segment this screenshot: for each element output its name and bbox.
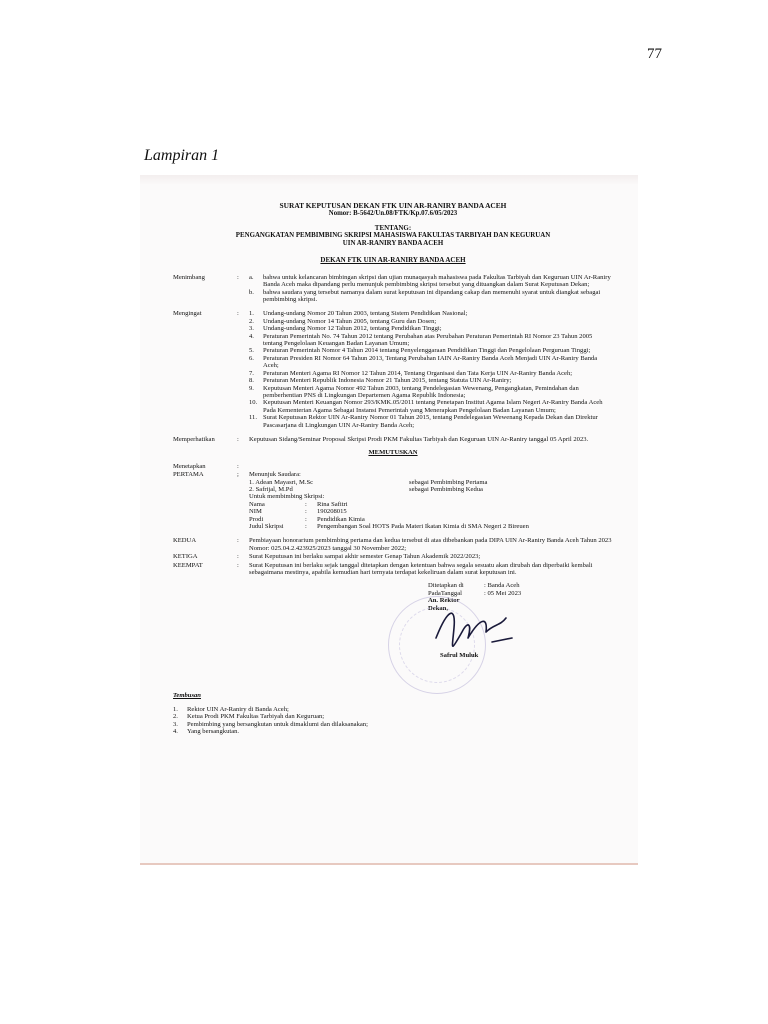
page-number: 77 [647, 46, 662, 62]
memperhatikan-section: Memperhatikan : Keputusan Sidang/Seminar Proposal Skripsi Prodi PKM Fakultas Tarbiyah dan Keguruan UIN Ar-Raniry tanggal 05 April 2023. [173, 436, 613, 443]
pertama-label: PERTAMA [173, 471, 204, 479]
decree-issuer: DEKAN FTK UIN AR-RANIRY BANDA ACEH [320, 256, 466, 265]
dekan-label: Dekan, [428, 604, 448, 612]
menimbang-section: Menimbang : a. bahwa untuk kelancaran bimbingan skripsi dan ujian munaqasyah mahasiswa pada Fakultas Tarbiyah dan Keguruan UIN Ar-Raniry Banda Aceh maka dipandang perlu menunjuk pembimbing skripsi tersebut yang dituangkan dalam Surat Keputusan Dekan; b. bahwa saudara yang tersebut namanya dalam surat keputusan ini dipandang cakap dan memenuhi syarat untuk diangkat sebagai pembimbing skripsi. [173, 274, 613, 304]
pembimbing-row: 1. Adean Mayasri, M.Sc sebagai Pembimbing Pertama [249, 478, 488, 486]
mengingat-section: Mengingat : 1. Undang-undang Nomor 20 Tahun 2003, tentang Sistem Pendidikan Nasional; 2. Undang-undang Nomor 14 Tahun 2005, tentang Guru dan Dosen; 3. Undang-undang Nomor 12 Tahun 2012, tentang Pendidikan Tinggi; 4. Peraturan Pemerintah No. 74 Tahun 2012 tentang Perubahan atas Perubahan Peraturan Pemerintah RI Nomor 23 Tahun 2005 tentang Pengelolaan Keuangan Badan Layanan Umum; 5. Peraturan Pemerintah Nomor 4 Tahun 2014 tentang Penyelenggaraan Pendidikan Tinggi dan Pengelolaan Perguruan Tinggi; 6. Peraturan Presiden RI Nomor 64 Tahun 2013, Tentang Perubahan IAIN Ar-Raniry Banda Aceh Menjadi UIN Ar-Raniry Banda Aceh; 7. Peraturan Menteri Agama RI Nomor 12 Tahun 2014, Tentang Organisasi dan Tata Kerja UIN Ar-Raniry Banda Aceh; 8. Peraturan Menteri Republik Indonesia Nomor 21 Tahun 2015, tentang Statuta UIN Ar-Raniry; 9. Keputusan Menteri Agama Nomor 492 Tahun 2003, tentang Pendelegasian Wewenang, Pengangkatan, Pemindahan dan pemberhentian PNS di Lingkungan Departemen Agama Republik Indonesia; 10. Keputusan Menteri Keuangan Nomor 293/KMK.05/2011 tentang Penetapan Institut Agama Islam Negeri Ar-Raniry Banda Aceh Pada Kementerian Agama Sebagai Instansi Pemerintah yang Menerapkan Pengelolaan Badan Layanan Umum; 11. Surat Keputusan Rektor UIN Ar-Raniry Nomor 01 Tahun 2015, tentang Pendelegasian Wewenang Kepada Dekan dan Direktur Pascasarjana di Lingkungan UIN Ar-Raniry Banda Aceh; [173, 310, 613, 429]
ketiga-section: KETIGA : Surat Keputusan ini berlaku sampai akhir semester Genap Tahun Akademik 2022/2023; [173, 553, 613, 560]
list-item: 3. Undang-undang Nomor 12 Tahun 2012, tentang Pendidikan Tinggi; [249, 325, 442, 333]
list-item: a. bahwa untuk kelancaran bimbingan skripsi dan ujian munaqasyah mahasiswa pada Fakultas Tarbiyah dan Keguruan UIN Ar-Raniry Banda Aceh maka dipandang perlu menunjuk pembimbing skripsi tersebut yang dituangkan dalam Surat Keputusan Dekan; [249, 273, 611, 289]
ketiga-label: KETIGA [173, 553, 198, 561]
list-item: 6. Peraturan Presiden RI Nomor 64 Tahun 2013, Tentang Perubahan IAIN Ar-Raniry Banda Aceh Menjadi UIN Ar-Raniry Banda Aceh; [249, 354, 598, 370]
decree-tentang: TENTANG: [374, 224, 412, 233]
list-item: 4. Peraturan Pemerintah No. 74 Tahun 2012 tentang Perubahan atas Perubahan Peraturan Pemerintah RI Nomor 23 Tahun 2005 tentang Pengelolaan Keuangan Badan Layanan Umum; [249, 332, 593, 348]
list-item: 7. Peraturan Menteri Agama RI Nomor 12 Tahun 2014, Tentang Organisasi dan Tata Kerja UIN Ar-Raniry Banda Aceh; [249, 369, 573, 377]
mengingat-list [249, 310, 613, 429]
handwritten-signature [428, 598, 518, 658]
keempat-label: KEEMPAT [173, 561, 203, 569]
list-item: 1. Undang-undang Nomor 20 Tahun 2003, tentang Sistem Pendidikan Nasional; [249, 310, 468, 318]
menetapkan-label: Menetapkan [173, 462, 206, 470]
list-item: 2. Undang-undang Nomor 14 Tahun 2005, tentang Guru dan Dosen; [249, 317, 437, 325]
pertama-intro: Menunjuk Saudara: [249, 471, 301, 479]
tanggal-label: PadaTanggal [428, 589, 462, 597]
tembusan-title: Tembusan [173, 692, 201, 700]
ditetapkan-value: : Banda Aceh [484, 582, 520, 590]
list-item: 10. Keputusan Menteri Keuangan Nomor 293/KMK.05/2011 tentang Penetapan Institut Agama Islam Negeri Ar-Raniry Banda Aceh Pada Kementerian Agama Sebagai Instansi Pemerintah yang Menerapkan Pengelolaan Badan Layanan Umum; [249, 399, 603, 414]
student-detail-row: Prodi : Pendidikan Kimia [249, 515, 365, 523]
ketiga-text: Surat Keputusan ini berlaku sampai akhir semester Genap Tahun Akademik 2022/2023; [249, 553, 481, 561]
kedua-label: KEDUA [173, 537, 197, 545]
list-item: 2. Ketua Prodi PKM Fakultas Tarbiyah dan Keguruan; [173, 713, 325, 721]
memperhatikan-text: Keputusan Sidang/Seminar Proposal Skripsi Prodi PKM Fakultas Tarbiyah dan Keguruan UIN Ar-Raniry tanggal 05 April 2023. [249, 435, 589, 443]
mengingat-label: Mengingat [173, 310, 202, 318]
keempat-section: KEEMPAT : Surat Keputusan ini berlaku sejak tanggal ditetapkan dengan ketentuan bahwa segala sesuatu akan dirubah dan diperbaiki kembali sebagaimana mestinya, apabila kemudian hari ternyata terdapat kekeliruan dalam surat keputusan ini. [173, 562, 613, 577]
memutuskan-heading: MEMUTUSKAN [368, 449, 418, 457]
pertama-section: PERTAMA ; Menunjuk Saudara: 1. Adean Mayasri, M.Sc sebagai Pembimbing Pertama 2. Safrijal, M.Pd sebagai Pembimbing Kedua Untuk membimbing Skripsi: Nama : Rina Safitri NIM : 190208015 Prodi : Pendidikan Kimia Judul Skripsi : Pengembangan Soal HOTS Pada Materi Ikatan Kimia di SMA Negeri 2 Bireuen [173, 471, 613, 530]
attachment-label: Lampiran 1 [144, 147, 220, 164]
an-rektor: An. Rektor [428, 597, 460, 605]
decree-title: SURAT KEPUTUSAN DEKAN FTK UIN AR-RANIRY BANDA ACEH [279, 201, 507, 210]
memperhatikan-label: Memperhatikan [173, 435, 215, 443]
decree-subject-line2: UIN AR-RANIRY BANDA ACEH [342, 240, 444, 248]
list-item: 4. Yang bersangkutan. [173, 728, 240, 736]
signature-block [428, 582, 613, 690]
untuk-membimbing: Untuk membimbing Skripsi: [249, 493, 325, 501]
kedua-section: KEDUA : Pembiayaan honorarium pembimbing pertama dan kedua tersebut di atas dibebankan pada DIPA UIN Ar-Raniry Banda Aceh Tahun 2023 Nomor: 025.04.2.423925/2023 tanggal 30 November 2022; [173, 537, 612, 552]
student-detail-row: NIM : 190208015 [249, 508, 347, 516]
student-detail-row: Nama : Rina Safitri [249, 500, 348, 508]
menimbang-label: Menimbang [173, 273, 205, 281]
scanned-decree-document [140, 175, 638, 865]
kedua-text: Pembiayaan honorarium pembimbing pertama dan kedua tersebut di atas dibebankan pada DIPA UIN Ar-Raniry Banda Aceh Tahun 2023 Nomor: 025.04.2.423925/2023 tanggal 30 November 2022; [249, 537, 612, 552]
decree-subject-line1: PENGANGKATAN PEMBIMBING SKRIPSI MAHASISWA FAKULTAS TARBIYAH DAN KEGURUAN [235, 232, 551, 240]
list-item: 3. Pembimbing yang bersangkutan untuk dimaklumi dan dilaksanakan; [173, 720, 368, 728]
tanggal-value: : 05 Mei 2023 [484, 589, 522, 597]
tembusan-list [173, 706, 613, 736]
scan-edge [140, 175, 638, 185]
menetapkan-section: Menetapkan : [173, 462, 239, 470]
list-item: 9. Keputusan Menteri Agama Nomor 492 Tahun 2003, tentang Pendelegasian Wewenang, Pengangkatan, Pemindahan dan pemberhentian PNS di Lingkungan Departemen Agama Republik Indonesia; [249, 384, 579, 399]
decree-number: Nomor: B-5642/Un.08/FTK/Kp.07.6/05/2023 [328, 210, 458, 218]
list-item: 11. Surat Keputusan Rektor UIN Ar-Raniry Nomor 01 Tahun 2015, tentang Pendelegasian Wewenang Kepada Dekan dan Direktur Pascasarjana di Lingkungan UIN Ar-Raniry Banda Aceh; [249, 414, 598, 429]
list-item: 8. Peraturan Menteri Republik Indonesia Nomor 21 Tahun 2015, tentang Statuta UIN Ar-Raniry; [249, 377, 512, 385]
keempat-text: Surat Keputusan ini berlaku sejak tanggal ditetapkan dengan ketentuan bahwa segala sesuatu akan dirubah dan diperbaiki kembali sebagaimana mestinya, apabila kemudian hari ternyata terdapat kekeliruan dalam surat keputusan ini. [249, 561, 593, 577]
list-item: 5. Peraturan Pemerintah Nomor 4 Tahun 2014 tentang Penyelenggaraan Pendidikan Tinggi dan Pengelolaan Perguruan Tinggi; [249, 347, 591, 355]
pembimbing-row: 2. Safrijal, M.Pd sebagai Pembimbing Kedua [249, 485, 483, 493]
list-item: b. bahwa saudara yang tersebut namanya dalam surat keputusan ini dipandang cakap dan memenuhi syarat untuk diangkat sebagai pembimbing skripsi. [249, 288, 601, 304]
signer-name: Safrul Muluk [440, 652, 479, 660]
student-detail-row: Judul Skripsi : Pengembangan Soal HOTS Pada Materi Ikatan Kimia di SMA Negeri 2 Bireuen [249, 523, 529, 530]
list-item: 1. Rektor UIN Ar-Raniry di Banda Aceh; [173, 705, 289, 713]
menimbang-list [249, 274, 613, 304]
decree-content [173, 202, 613, 735]
ditetapkan-label: Ditetapkan di [428, 582, 464, 590]
